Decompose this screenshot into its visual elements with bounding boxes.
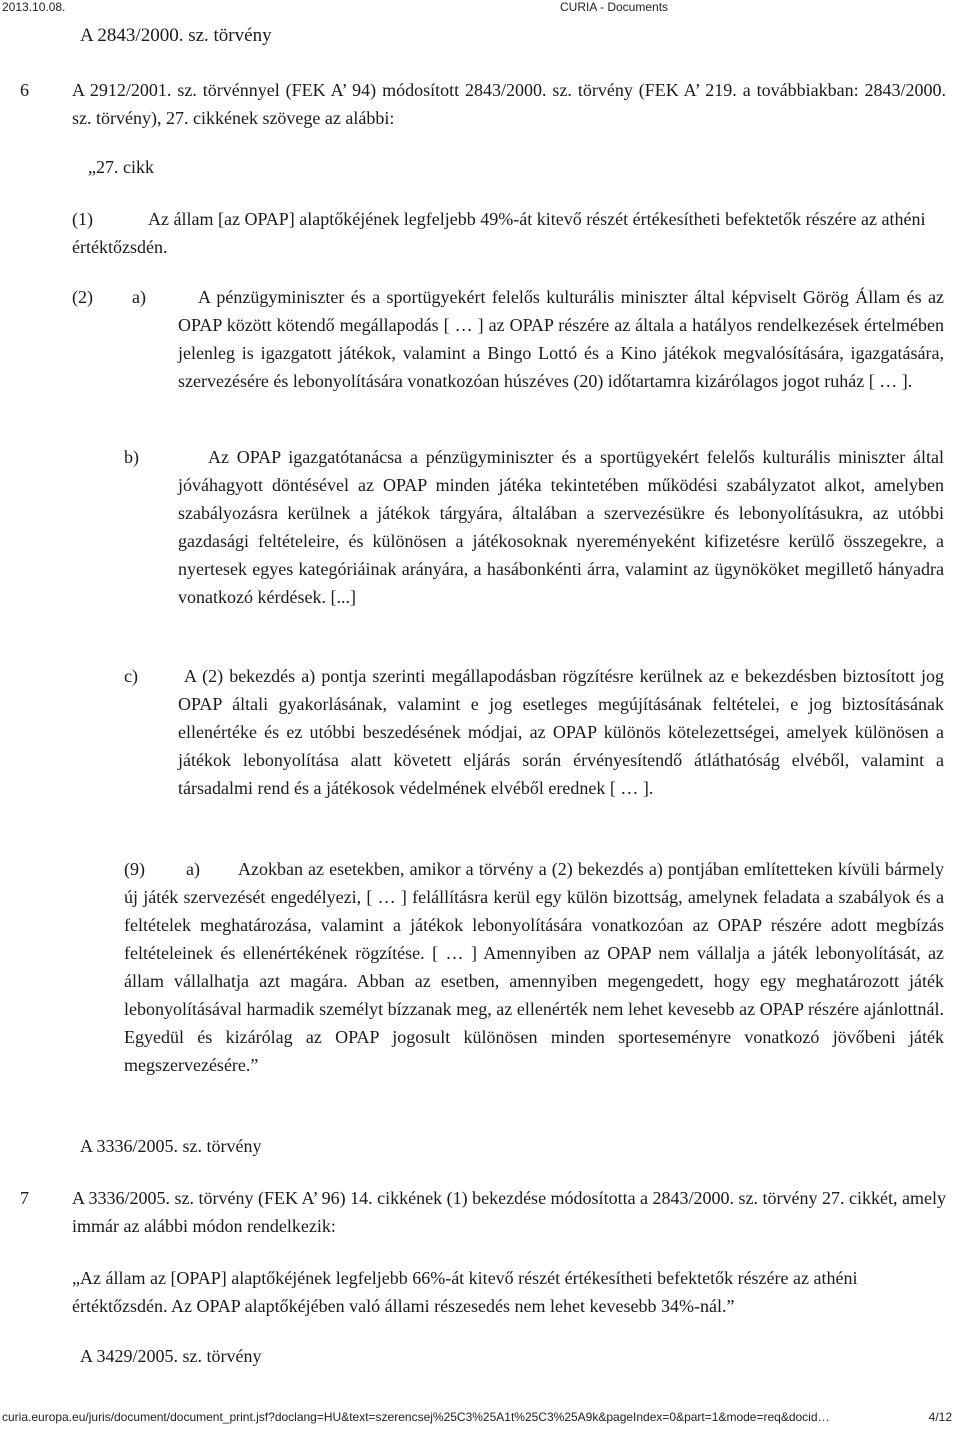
paragraph-6-text: A 2912/2001. sz. törvénnyel (FEK A’ 94) módosított 2843/2000. sz. törvény (FEK A’ 219. a továbbiakban: 2843/2000. sz. törvény), 27. cikkének szövege az alábbi: — [72, 80, 946, 128]
point-b-text: Az OPAP igazgatótanácsa a pénzügyminiszter és a sportügyekért felelős kulturális miniszter által jóváhagyott döntésével az OPAP minden játéka tekintetében működési szabályzatot alkot, amelyben szabályozásra kerülnek a játékok tárgyára, általában a szervezésükre és lebonyolításukra, az utóbbi gazdasági feltételeire, és különösen a játékosoknak nyereményeként kifizetésre kerülő összegekre, a nyertesek egyes kategóriáinak arányára, a hasábonkénti árra, valamint az ügynököket megillető hányadra vonatkozó kérdések. [...] — [178, 447, 944, 607]
para-9-text: Azokban az esetekben, amikor a törvény a (2) bekezdés a) pontjában említetteken kívüli bármely új játék szervezését engedélyezi, [ … ] felállításra kerül egy külön bizottság, amelynek feladata a szabályok és a feltételek meghatározása, valamint a játékok lebonyolítására vonatkozóan az OPAP részére adott megbízás feltételeinek és ellenértékének rögzítése. [ … ] Amennyiben az OPAP nem vállalja a játék lebonyolítását, az állam vállalhatja azt magára. Abban az esetben, amennyiben megengedett, hogy egy meghatározott játék lebonyolításával harmadik személyt bízzanak meg, az ellenérték nem lehet kevesebb az OPAP részére ajánlottnál. Egyedül és kizárólag az OPAP jogosult különösen minden sporteseményre vonatkozó jövőbeni játék megszervezésére.” — [124, 859, 944, 1075]
print-date: 2013.10.08. — [2, 0, 66, 14]
document-url[interactable]: curia.europa.eu/juris/document/document_print.jsf?doclang=HU&text=szerencsej%25C3%25A1t%25C3%25A9k&pageIndex=0&part=1&mode=req&docid… — [2, 1410, 830, 1424]
point-b-text-block — [178, 443, 944, 611]
article-27-heading: „27. cikk — [88, 157, 154, 177]
paragraph-number-6: 6 — [20, 80, 29, 100]
point-b-label: b) — [124, 447, 139, 467]
point-a-text-block — [178, 283, 944, 395]
site-title: CURIA - Documents — [560, 0, 669, 14]
point-a-label: a) — [132, 287, 146, 307]
section-heading-law-3336: A 3336/2005. sz. törvény — [80, 1136, 262, 1156]
para-2-label: (2) — [72, 287, 93, 307]
paragraph-7-quote: „Az állam az [OPAP] alaptőkéjének legfeljebb 66%-át kitevő részét értékesítheti befektetők részére az athéni értéktőzsdén. Az OPAP alaptőkéjében való állami részesedés nem lehet kevesebb 34%-nál.” — [72, 1268, 858, 1316]
point-c-text-block — [178, 662, 944, 802]
paragraph-7-text: A 3336/2005. sz. törvény (FEK A’ 96) 14. cikkének (1) bekezdése módosította a 2843/2000. sz. törvény 27. cikkét, amely immár az alábbi módon rendelkezik: — [72, 1188, 946, 1236]
point-a-text: A pénzügyminiszter és a sportügyekért felelős kulturális miniszter által képviselt Görög Állam és az OPAP között kötendő megállapodás [ … ] az OPAP részére az általa a hatályos rendelkezések értelmében jelenleg is igazgatott játékok, valamint a Bingo Lottó és a Kino játékok megvalósítására, igazgatására, szervezésére és lebonyolítására vonatkozóan húszéves (20) időtartamra kizárólagos jogot ruház [ … ]. — [178, 287, 944, 391]
para-1-text: Az állam [az OPAP] alaptőkéjének legfeljebb 49%-át kitevő részét értékesítheti befektetők részére az athéni értéktőzsdén. — [72, 209, 926, 257]
article-27-para-1 — [72, 205, 946, 261]
point-c-text: A (2) bekezdés a) pontja szerinti megállapodásban rögzítésre kerülnek az e bekezdésben biztosított jog OPAP általi gyakorlásának, valamint e jog esetleges megújításának feltételei, e jog biztosításának ellenértéke és ez utóbbi beszedésének módjai, az OPAP különös kötelezettségei, amelyek különösen a játékok lebonyolítása alatt követett eljárás során érvényesítendő átláthatóság elvéből, valamint a társadalmi rend és a játékosok védelmének elvéből erednek [ … ]. — [178, 666, 944, 798]
section-heading-law-3429: A 3429/2005. sz. törvény — [80, 1346, 262, 1366]
para-1-label: (1) — [72, 209, 93, 229]
para-9-label: (9) — [124, 859, 145, 879]
section-heading-law-2843: A 2843/2000. sz. törvény — [80, 25, 272, 46]
paragraph-number-7: 7 — [20, 1188, 29, 1208]
article-27-para-9 — [124, 855, 944, 1079]
point-c-label: c) — [124, 666, 138, 686]
para-9-point-a-label: a) — [186, 859, 200, 879]
page-number: 4/12 — [928, 1410, 952, 1424]
